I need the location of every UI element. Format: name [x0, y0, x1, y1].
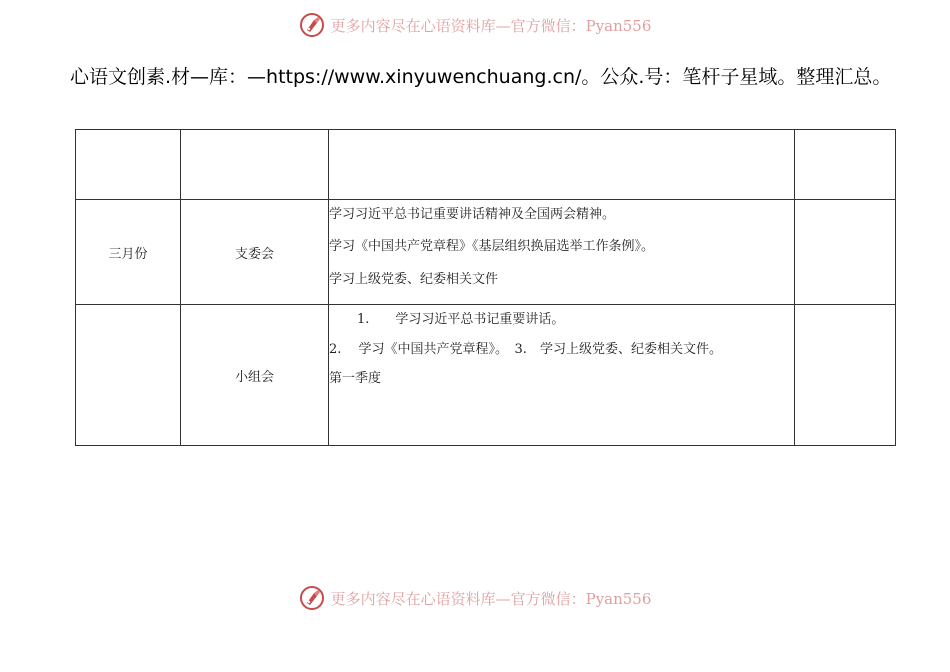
top-banner	[0, 10, 950, 40]
meeting-type-cell: 支委会	[181, 200, 329, 305]
remark-cell	[795, 130, 896, 200]
pen-nib-logo-icon	[299, 12, 325, 38]
banner-text: 更多内容尽在心语资料库—官方微信：Pyan556	[330, 589, 652, 608]
pen-nib-logo-icon	[299, 585, 325, 611]
content-line: 学习上级党委、纪委相关文件	[329, 272, 499, 287]
content-cell	[329, 200, 795, 305]
content-line: 2. 学习《中国共产党章程》。 3. 学习上级党委、纪委相关文件。	[329, 342, 722, 357]
content-line: 学习《中国共产党章程》《基层组织换届选举工作条例》。	[329, 239, 655, 254]
banner-text: 更多内容尽在心语资料库—官方微信：Pyan556	[330, 16, 652, 35]
bottom-banner	[0, 583, 950, 613]
table-row	[76, 305, 896, 446]
content-line: 第一季度	[329, 371, 382, 386]
content-cell	[329, 130, 795, 200]
table-row	[76, 200, 896, 305]
month-cell	[76, 305, 181, 446]
content-cell	[329, 305, 795, 446]
month-cell: 三月份	[76, 200, 181, 305]
study-plan-table	[75, 129, 896, 446]
month-cell	[76, 130, 181, 200]
content-line: 1. 学习习近平总书记重要讲话。	[357, 312, 565, 327]
meeting-type-cell	[181, 130, 329, 200]
remark-cell	[795, 305, 896, 446]
table-row	[76, 130, 896, 200]
content-line: 学习习近平总书记重要讲话精神及全国两会精神。	[329, 207, 616, 222]
remark-cell	[795, 200, 896, 305]
page-heading: 心语文创素.材—库：—https://www.xinyuwenchuang.cn/。公众.号：笔杆子星域。整理汇总。	[70, 66, 892, 88]
meeting-type-cell: 小组会	[181, 305, 329, 446]
